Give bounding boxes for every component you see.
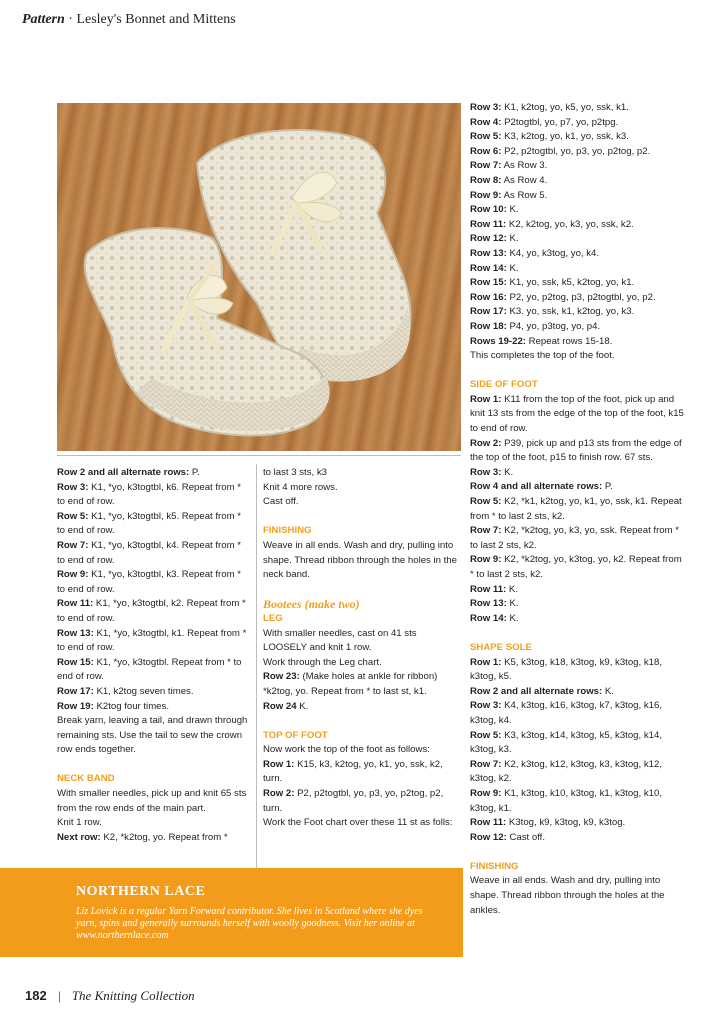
row-label: Row 17: (470, 306, 507, 318)
header-title: Lesley's Bonnet and Mittens (76, 12, 236, 27)
instruction-paragraph (470, 305, 685, 320)
spacer (263, 583, 463, 598)
row-label: Row 11: (57, 598, 94, 610)
instruction-text: K2, *k1, k2tog, yo, k1, yo, ssk, k1. Repeat from * to last 2 sts, k2. (470, 496, 682, 522)
instruction-paragraph (57, 597, 249, 626)
instruction-text: K1, *yo, k3togtbl, k1. Repeat from * to end of row. (57, 627, 247, 654)
instruction-text: K1, yo, ssk, k5, k2tog, yo, k1. (506, 277, 635, 289)
instruction-text: P39, pick up and p13 sts from the edge of the top of the foot, p15 to finish row. 67 sts. (470, 437, 682, 464)
instruction-paragraph (470, 685, 685, 700)
instruction-paragraph (263, 700, 463, 715)
row-label: Row 17: (57, 685, 94, 697)
row-label: Row 9: (57, 569, 89, 581)
instruction-paragraph (470, 174, 685, 189)
instruction-text: K. (602, 685, 614, 697)
instruction-paragraph (57, 685, 249, 700)
row-label: Row 15: (57, 656, 94, 668)
section-heading: LEG (263, 612, 283, 624)
row-label: Row 4 and all alternate rows: (470, 481, 603, 493)
instruction-text: Work the Foot chart over these 11 st as folls: (263, 817, 453, 829)
instruction-text: K1, k2tog seven times. (93, 685, 194, 697)
instruction-text: Weave in all ends. Wash and dry, pulling into shape. Thread ribbon through the holes in the neck band. (263, 539, 457, 581)
instruction-text: K3, k2tog, yo, k1, yo, ssk, k3. (501, 131, 629, 143)
instruction-text: K. (506, 598, 519, 610)
row-label: Rows 19-22: (470, 335, 526, 347)
instruction-paragraph (263, 758, 463, 787)
row-label: Row 12: (470, 233, 507, 245)
instruction-paragraph (470, 466, 685, 481)
instruction-text: Knit 4 more rows. (263, 481, 338, 493)
column-divider (256, 464, 257, 868)
instruction-text: K1, *yo, k3togtbl. Repeat from * to end of row. (57, 656, 242, 683)
instruction-paragraph (57, 481, 249, 510)
instruction-paragraph (470, 130, 685, 145)
row-label: Row 1: (470, 656, 502, 668)
instruction-paragraph (57, 627, 249, 656)
row-label: Row 3: (470, 700, 502, 712)
row-label: Row 2: (263, 788, 295, 800)
row-label: Row 4: (470, 116, 502, 128)
instruction-text: Break yarn, leaving a tail, and drawn through remaining sts. Use the tail to sew the crown row ends together. (57, 715, 248, 756)
instruction-text: K5, k3tog, k18, k3tog, k9, k3tog, k18, k3tog, k5. (470, 656, 662, 683)
instruction-text: K. (501, 466, 514, 478)
instruction-paragraph (470, 335, 685, 350)
instruction-paragraph (470, 831, 685, 846)
instruction-text: K. (296, 700, 309, 712)
banner-text: Liz Lovick is a regular Yarn Forward contributor. She lives in Scotland where she dyes yarn, spins and generally surrounds herself with woolly goodness. Visit her online at www.northernlace.com (76, 906, 423, 941)
row-label: Row 5: (470, 131, 502, 143)
row-label: Next row: (57, 831, 101, 843)
instruction-paragraph (470, 583, 685, 598)
instruction-paragraph (470, 787, 685, 816)
row-label: Row 10: (470, 204, 507, 216)
section-heading: TOP OF FOOT (263, 729, 328, 741)
row-label: Row 9: (470, 554, 502, 566)
instruction-text: P4, yo, p3tog, yo, p4. (506, 320, 601, 332)
instruction-paragraph (263, 787, 463, 816)
row-label: Row 3: (57, 481, 89, 493)
instruction-text: With smaller needles, pick up and knit 65 sts from the row ends of the main part. (57, 788, 247, 814)
instruction-text: This completes the top of the foot. (470, 350, 615, 362)
instruction-text: P2, p2togtbl, yo, p3, yo, p2tog, p2, turn. (263, 788, 444, 814)
instruction-text: K2, *k2tog, yo, k3, yo, ssk. Repeat from * to last 2 sts, k2. (470, 525, 680, 551)
instruction-text: P2togtbl, yo, p7, yo, p2tpg. (501, 116, 619, 128)
instruction-paragraph (470, 232, 685, 247)
instruction-paragraph (470, 145, 685, 160)
instruction-text: K1, *yo, k3togtbl, k3. Repeat from * to end of row. (57, 569, 241, 595)
instruction-paragraph (263, 743, 463, 758)
instruction-paragraph (470, 159, 685, 174)
instruction-text: P. (189, 467, 200, 478)
instruction-text: K3, k3tog, k14, k3tog, k5, k3tog, k14, k3tog, k3. (470, 729, 662, 756)
instruction-paragraph (470, 699, 685, 728)
row-label: Row 1: (263, 758, 295, 770)
instruction-text: K4, k3tog, k16, k3tog, k7, k3tog, k16, k3tog, k4. (470, 700, 662, 726)
instruction-paragraph (470, 101, 685, 116)
row-label: Row 11: (470, 583, 507, 595)
row-label: Row 8: (470, 174, 502, 186)
banner-title: NORTHERN LACE (76, 884, 206, 899)
instruction-text: K4, yo, k3tog, yo, k4. (506, 247, 600, 259)
running-header (22, 12, 236, 28)
instruction-paragraph (470, 612, 685, 627)
row-label: Row 12: (470, 831, 507, 843)
instruction-paragraph (263, 481, 463, 496)
instruction-paragraph (470, 262, 685, 277)
row-label: Row 5: (470, 729, 502, 741)
instruction-paragraph (470, 480, 685, 495)
row-label: Row 13: (57, 627, 94, 639)
instruction-text: K1, *yo, k3togtbl, k5. Repeat from * to end of row. (57, 510, 241, 537)
row-label: Row 16: (470, 291, 507, 303)
instruction-paragraph (57, 656, 249, 685)
instruction-text: P2, p2togtbl, yo, p3, yo, p2tog, p2. (501, 145, 651, 157)
footer-separator: | (57, 988, 61, 1003)
instruction-paragraph (57, 539, 249, 568)
instruction-paragraph (263, 539, 463, 583)
instruction-text: K2, k3tog, k12, k3tog, k3, k3tog, k12, k3tog, k2. (470, 758, 662, 785)
instruction-text: Cast off. (506, 831, 546, 843)
instruction-text: Cast off. (263, 496, 299, 508)
instruction-text: K3. yo, ssk, k1, k2tog, yo, k3. (506, 306, 635, 318)
instruction-text: Knit 1 row. (57, 817, 102, 829)
instruction-text: K. (506, 204, 519, 216)
designer-banner (0, 868, 463, 957)
instruction-paragraph (470, 247, 685, 262)
instruction-text: K1, *yo, k3togtbl, k2. Repeat from * to end of row. (57, 598, 246, 624)
knitted-bootees-photo (57, 103, 461, 451)
row-label: Row 23: (263, 671, 300, 683)
text-column-1 (57, 466, 249, 845)
text-column-3 (470, 101, 685, 918)
instruction-text: K11 from the top of the foot, pick up and knit 13 sts from the edge of the top of the foot, k15 to end of row. (470, 393, 684, 435)
instruction-paragraph (470, 189, 685, 204)
instruction-text: K. (506, 583, 518, 595)
instruction-text: K1, *yo, k3togtbl, k4. Repeat from * to end of row. (57, 539, 241, 566)
instruction-text: K1, k3tog, k10, k3tog, k1, k3tog, k10, k3tog, k1. (470, 787, 662, 814)
instruction-paragraph (263, 816, 463, 831)
instruction-paragraph (57, 831, 249, 846)
spacer (470, 364, 685, 379)
instruction-text: Weave in all ends. Wash and dry, pulling into shape. Thread ribbon through the holes at the ankles. (470, 875, 665, 916)
row-label: Row 7: (470, 758, 502, 770)
instruction-text: K. (506, 233, 519, 245)
spacer (263, 714, 463, 729)
spacer (57, 758, 249, 773)
row-label: Row 6: (470, 145, 502, 157)
row-label: Row 9: (470, 189, 502, 201)
section-heading: NECK BAND (57, 773, 115, 785)
instruction-text: K2tog four times. (93, 700, 169, 712)
instruction-text: Now work the top of the foot as follows: (263, 744, 430, 756)
instruction-paragraph (57, 466, 249, 481)
row-label: Row 15: (470, 277, 507, 289)
instruction-paragraph (470, 524, 685, 553)
instruction-paragraph (470, 758, 685, 787)
row-label: Row 9: (470, 787, 502, 799)
row-label: Row 14: (470, 262, 507, 274)
section-heading: SHAPE SOLE (470, 641, 532, 653)
row-label: Row 13: (470, 247, 507, 259)
instruction-paragraph (263, 495, 463, 510)
spacer (470, 626, 685, 641)
photo-divider (57, 455, 461, 456)
spacer (470, 845, 685, 860)
instruction-paragraph (57, 700, 249, 715)
instruction-paragraph (263, 627, 463, 656)
row-label: Row 14: (470, 612, 507, 624)
instruction-paragraph (57, 816, 249, 831)
subsection-heading: Bootees (make two) (263, 597, 360, 612)
row-label: Row 1: (470, 393, 502, 405)
row-label: Row 11: (470, 817, 507, 829)
instruction-paragraph (470, 291, 685, 306)
instruction-text: As Row 4. (501, 174, 548, 186)
instruction-text: P2, yo, p2tog, p3, p2togtbl, yo, p2. (506, 291, 656, 303)
page-number: 182 (25, 988, 47, 1003)
row-label: Row 7: (57, 539, 89, 551)
section-heading: FINISHING (263, 525, 312, 537)
instruction-paragraph (470, 656, 685, 685)
instruction-paragraph (470, 495, 685, 524)
instruction-text: K3tog, k9, k3tog, k9, k3tog. (506, 817, 626, 829)
instruction-paragraph (470, 116, 685, 131)
instruction-paragraph (470, 276, 685, 291)
instruction-text: P. (602, 481, 613, 493)
row-label: Row 2 and all alternate rows: (470, 685, 603, 697)
row-label: Row 7: (470, 525, 502, 537)
spacer (263, 510, 463, 525)
header-section: Pattern (22, 12, 65, 27)
page-footer (25, 988, 195, 1004)
row-label: Row 5: (470, 496, 502, 508)
section-heading: FINISHING (470, 860, 519, 872)
instruction-paragraph (57, 787, 249, 816)
instruction-paragraph (263, 670, 463, 699)
row-label: Row 18: (470, 320, 507, 332)
instruction-paragraph (470, 349, 685, 364)
row-label: Row 2 and all alternate rows: (57, 467, 190, 478)
row-label: Row 7: (470, 160, 502, 172)
row-label: Row 19: (57, 700, 94, 712)
row-label: Row 2: (470, 437, 502, 449)
publication-name: The Knitting Collection (71, 988, 195, 1003)
instruction-paragraph (470, 437, 685, 466)
instruction-paragraph (470, 597, 685, 612)
row-label: Row 3: (470, 102, 502, 113)
instruction-text: K15, k3, k2tog, yo, k1, yo, ssk, k2, turn. (263, 758, 443, 785)
instruction-text: K1, k2tog, yo, k5, yo, ssk, k1. (501, 102, 629, 113)
instruction-text: Work through the Leg chart. (263, 656, 382, 668)
row-label: Row 11: (470, 218, 507, 230)
instruction-text: With smaller needles, cast on 41 sts LOOSELY and knit 1 row. (263, 627, 417, 654)
instruction-paragraph (470, 320, 685, 335)
instruction-text: K. (506, 612, 519, 624)
instruction-paragraph (57, 714, 249, 758)
instruction-paragraph (57, 510, 249, 539)
instruction-text: K2, *k2tog, yo. Repeat from * (100, 831, 228, 843)
section-heading: SIDE OF FOOT (470, 379, 538, 391)
instruction-paragraph (470, 218, 685, 233)
header-separator: · (68, 12, 73, 27)
instruction-paragraph (470, 393, 685, 437)
instruction-text: As Row 5. (501, 189, 548, 201)
row-label: Row 5: (57, 510, 89, 522)
instruction-text: As Row 3. (501, 160, 548, 172)
instruction-paragraph (57, 568, 249, 597)
instruction-paragraph (470, 203, 685, 218)
row-label: Row 3: (470, 466, 502, 478)
instruction-paragraph (470, 874, 685, 918)
instruction-text: K2, k2tog, yo, k3, yo, ssk, k2. (506, 218, 634, 230)
instruction-text: Repeat rows 15-18. (525, 335, 613, 347)
instruction-text: to last 3 sts, k3 (263, 467, 327, 478)
instruction-text: (Make holes at ankle for ribbon) *k2tog, yo. Repeat from * to last st, k1. (263, 671, 438, 697)
instruction-paragraph (470, 729, 685, 758)
instruction-text: K. (506, 262, 519, 274)
row-label: Row 24 (263, 700, 297, 712)
instruction-text: K2, *k2tog, yo, k3tog, yo, k2. Repeat from * to last 2 sts, k2. (470, 554, 682, 580)
instruction-paragraph (263, 466, 463, 481)
instruction-paragraph (263, 656, 463, 671)
instruction-paragraph (470, 553, 685, 582)
row-label: Row 13: (470, 598, 507, 610)
instruction-paragraph (470, 816, 685, 831)
instruction-text: K1, *yo, k3togtbl, k6. Repeat from * to end of row. (57, 481, 241, 508)
text-column-2 (263, 466, 463, 831)
